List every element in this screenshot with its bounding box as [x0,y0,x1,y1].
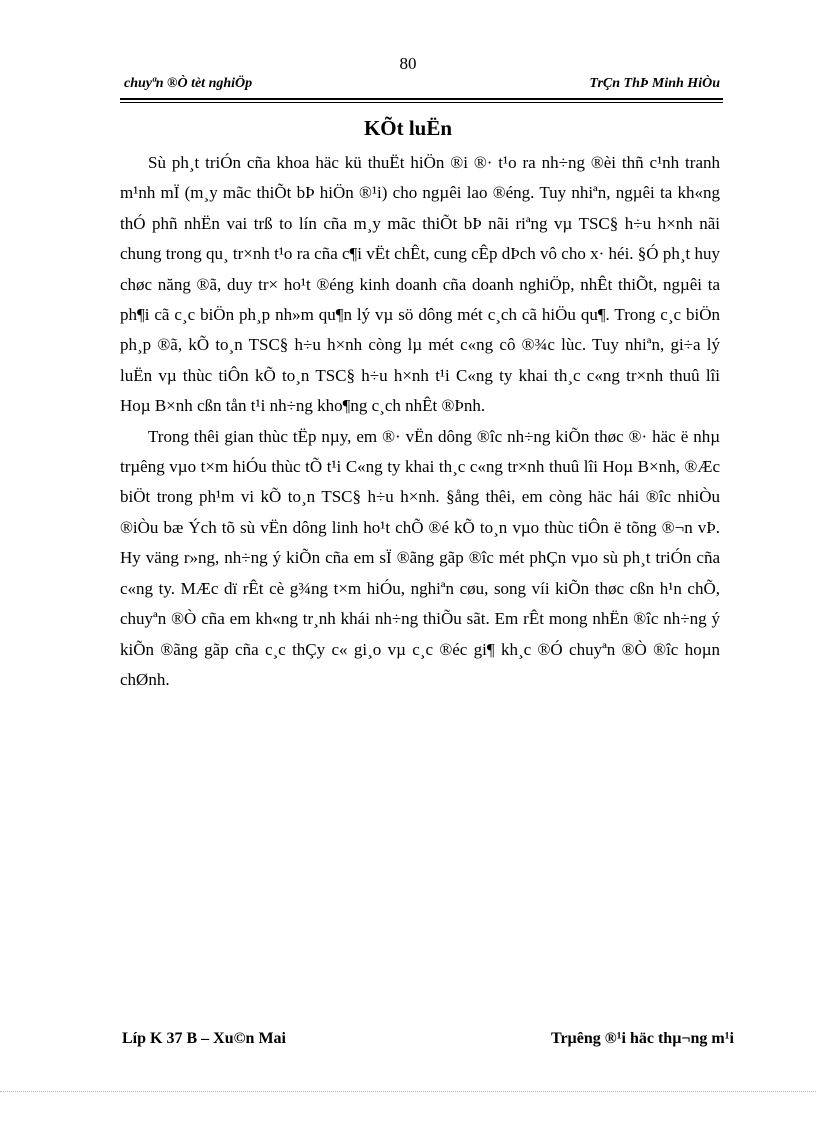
paragraph-2: Trong thêi gian thùc tËp nµy, em ®· vËn dông ®îc nh÷ng kiÕn thøc ®· häc ë nhµ trµêng vµo t×m hiÓu thùc tÕ t¹i C«ng ty khai th¸c c«ng tr×nh thuû lîi Hoµ B×nh, ®Æc biÖt trong ph¹m vi kÕ to¸n TSC§ h÷u h×nh. §ång thêi, em còng häc hái ®îc nhiÒu ®iÒu bæ Ých tõ sù vËn dông linh ho¹t chÕ ®é kÕ to¸n vµo thùc tiÔn ë tõng ®¬n vÞ. Hy väng r»ng, nh÷ng ý kiÕn cña em sÏ ®ãng gãp ®îc mét phÇn vµo sù ph¸t triÓn cña c«ng ty. MÆc dï rÊt cè g¾ng t×m hiÓu, nghiªn cøu, song víi kiÕn thøc cßn h¹n chÕ, chuyªn ®Ò cña em kh«ng tr¸nh khái nh÷ng thiÕu sãt. Em rÊt mong nhËn ®îc nh÷ng ý kiÕn ®ãng gãp cña c¸c thÇy c« gi¸o vµ c¸c ®éc gi¶ kh¸c ®Ó chuyªn ®Ò ®îc hoµn chØnh. [120,426,720,689]
footer-left-text: Líp K 37 B – Xu©n Mai [122,1030,286,1047]
paragraph-1: Sù ph¸t triÓn cña khoa häc kü thuËt hiÖn ®i ®· t¹o ra nh÷ng ®èi thñ c¹nh tranh m¹nh mÏ (m¸y mãc thiÕt bÞ hiÖn ®¹i) cho ngµêi lao ®éng. Tuy nhiªn, ngµêi ta kh«ng thÓ phñ nhËn vai trß to lín cña m¸y mãc thiÕt bÞ nãi riªng vµ TSC§ h÷u h×nh nãi chung trong qu¸ tr×nh t¹o ra cña c¶i vËt chÊt, cung cÊp dÞch vô cho x· héi. §Ó ph¸t huy chøc năng ®ã, duy tr× ho¹t ®éng kinh doanh cña doanh nghiÖp, nhÊt thiÕt, ngµêi ta ph¶i cã c¸c biÖn ph¸p nh»m qu¶n lý vµ sö dông mét c¸ch cã hiÖu qu¶. Trong c¸c biÖn ph¸p ®ã, kÕ to¸n TSC§ h÷u h×nh còng lµ mét c«ng cô ®¾c lùc. Tuy nhiªn, gi÷a lý luËn vµ thùc tiÔn kÕ to¸n TSC§ h÷u h×nh t¹i C«ng ty khai th¸c c«ng tr×nh thuû lîi Hoµ B×nh cßn tån t¹i nh÷ng kho¶ng c¸ch nhÊt ®Þnh. [120,153,720,416]
footer-divider [0,1091,816,1092]
header-divider [120,98,723,103]
footer-right-text: Trµêng ®¹i häc thµ¬ng m¹i [550,1030,734,1047]
page-title: KÕt luËn [363,116,453,140]
body-text [120,148,720,695]
page-number: 80 [399,54,417,73]
header-left-text: chuyªn ®Ò tèt nghiÖp [124,76,253,91]
header-right-text: TrÇn ThÞ Minh HiÒu [589,76,720,91]
